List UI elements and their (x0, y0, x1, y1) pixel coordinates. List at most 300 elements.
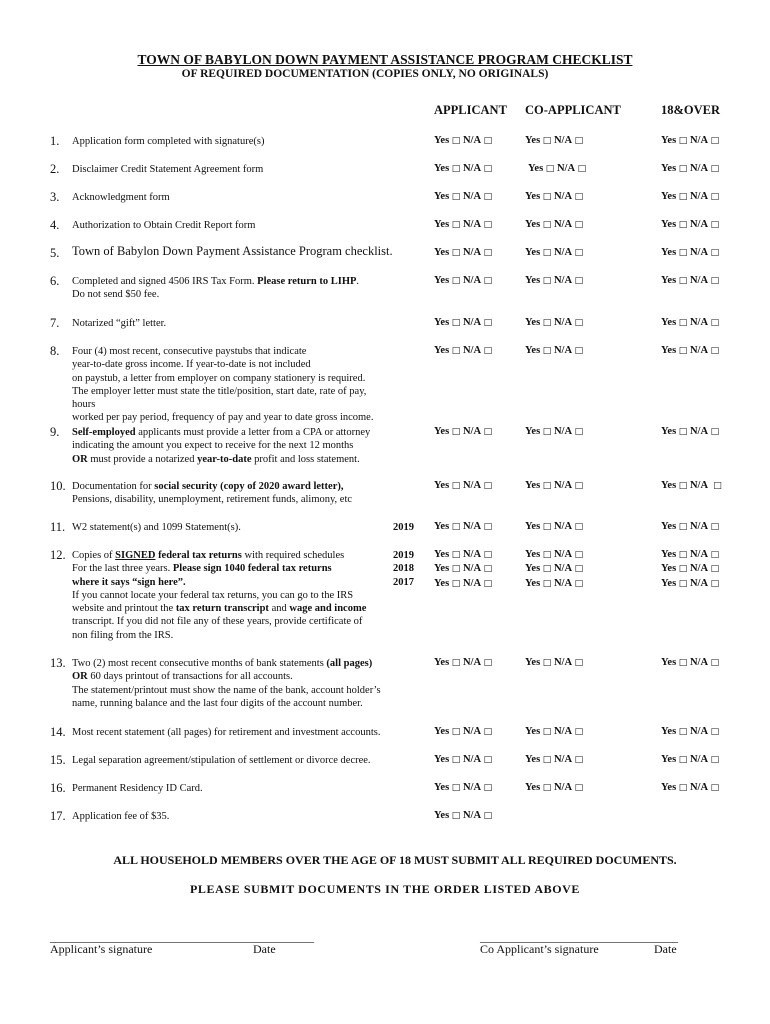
na-label: N/A (553, 275, 573, 286)
over18-yes-na[interactable] (661, 753, 719, 767)
over18-yes-na[interactable] (661, 190, 719, 204)
applicant-yes-na[interactable] (434, 781, 492, 795)
checkbox-icon[interactable]: □ (710, 427, 720, 437)
co-applicant-yes-na[interactable] (525, 246, 583, 260)
checkbox-icon[interactable]: □ (483, 136, 493, 146)
yes-label: Yes (434, 563, 450, 575)
na-label: N/A (689, 191, 709, 202)
checkbox-icon[interactable]: □ (483, 564, 493, 575)
yes-label: Yes (434, 754, 450, 765)
yes-label: Yes (525, 191, 541, 202)
na-label: N/A (462, 275, 482, 286)
yes-label: Yes (434, 275, 450, 286)
yes-label: Yes (525, 549, 541, 560)
co-applicant-yes-na[interactable] (525, 520, 583, 534)
checkbox-icon[interactable]: □ (574, 427, 584, 437)
checkbox-icon[interactable]: □ (483, 783, 493, 793)
item-description: W2 statement(s) and 1099 Statement(s). (72, 522, 241, 533)
yes-label: Yes (661, 247, 677, 258)
checkbox-icon[interactable]: □ (678, 346, 688, 356)
checkbox-icon[interactable]: □ (710, 578, 720, 589)
applicant-yes-na[interactable] (434, 809, 492, 823)
applicant-signature-line[interactable]: ____________________________________________ (50, 930, 314, 944)
yes-label: Yes (434, 726, 450, 737)
column-header-co-applicant: CO-APPLICANT (525, 103, 621, 117)
household-members-notice: ALL HOUSEHOLD MEMBERS OVER THE AGE OF 18 MUST SUBMIT ALL REQUIRED DOCUMENTS. (113, 853, 677, 867)
checkbox-icon[interactable]: □ (710, 318, 720, 328)
checkbox-icon[interactable]: □ (451, 481, 461, 491)
checkbox-icon[interactable]: □ (678, 136, 688, 146)
co-applicant-yes-na[interactable] (525, 425, 583, 439)
co-applicant-signature-line[interactable]: _________________________________ (480, 930, 678, 944)
checkbox-icon[interactable]: □ (678, 783, 688, 793)
column-header-applicant: APPLICANT (434, 103, 507, 117)
na-label: N/A (689, 275, 709, 286)
yes-label: Yes (525, 426, 541, 437)
checkbox-icon[interactable]: □ (451, 136, 461, 146)
checkbox-icon[interactable]: □ (451, 346, 461, 356)
item-number: 6. (50, 274, 60, 288)
checkbox-icon[interactable]: □ (483, 550, 493, 560)
yes-label: Yes (661, 317, 677, 328)
submission-order-notice: PLEASE SUBMIT DOCUMENTS IN THE ORDER LISTED ABOVE (189, 882, 581, 896)
checkbox-icon[interactable]: □ (542, 522, 552, 532)
na-label: N/A (689, 549, 709, 560)
applicant-signature-label: Applicant’s signature (50, 942, 153, 956)
checkbox-icon[interactable]: □ (574, 248, 584, 258)
over18-yes-na[interactable] (661, 246, 719, 260)
checkbox-icon[interactable]: □ (451, 318, 461, 328)
checkbox-icon[interactable]: □ (542, 550, 552, 560)
checkbox-icon[interactable]: □ (451, 276, 461, 286)
na-label: N/A (553, 317, 573, 328)
yes-label: Yes (661, 577, 677, 589)
na-label: N/A (462, 726, 482, 737)
checkbox-icon[interactable]: □ (483, 220, 493, 230)
na-label: N/A (462, 521, 482, 532)
co-applicant-yes-na[interactable] (525, 725, 583, 739)
na-label: N/A (462, 563, 482, 575)
checkbox-icon[interactable]: □ (542, 564, 552, 575)
item-description: Legal separation agreement/stipulation of settlement or divorce decree. (72, 755, 371, 766)
checkbox-icon[interactable]: □ (483, 164, 493, 174)
na-label: N/A (553, 549, 573, 560)
checkbox-icon[interactable]: □ (574, 220, 584, 230)
checkbox-icon[interactable]: □ (574, 783, 584, 793)
tax-year: 2019 (393, 522, 414, 533)
checkbox-icon[interactable]: □ (574, 578, 584, 589)
checkbox-icon[interactable]: □ (574, 346, 584, 356)
checkbox-icon[interactable]: □ (483, 658, 493, 668)
item-number: 5. (50, 246, 60, 260)
co-applicant-yes-na[interactable] (525, 218, 583, 232)
yes-label: Yes (525, 317, 541, 328)
applicant-date-label: Date (253, 942, 276, 956)
yes-label: Yes (434, 345, 450, 356)
yes-label: Yes (661, 345, 677, 356)
checkbox-icon[interactable]: □ (451, 220, 461, 230)
yes-label: Yes (661, 657, 677, 668)
checkbox-icon[interactable]: □ (483, 192, 493, 202)
checkbox-icon[interactable]: □ (542, 220, 552, 230)
yes-label: Yes (434, 426, 450, 437)
item-description: Disclaimer Credit Statement Agreement form (72, 164, 264, 175)
checkbox-icon[interactable]: □ (678, 522, 688, 532)
yes-label: Yes (661, 480, 677, 491)
na-label: N/A (553, 191, 573, 202)
yes-label: Yes (661, 191, 677, 202)
checkbox-icon[interactable]: □ (483, 727, 493, 737)
checkbox-icon[interactable]: □ (574, 755, 584, 765)
yes-label: Yes (525, 219, 541, 230)
checkbox-icon[interactable]: □ (542, 192, 552, 202)
checkbox-icon[interactable]: □ (710, 164, 720, 174)
na-label: N/A (553, 782, 573, 793)
yes-label: Yes (525, 657, 541, 668)
item-number: 17. (50, 809, 66, 823)
co-applicant-date-label: Date (654, 942, 677, 956)
checkbox-icon[interactable]: □ (542, 578, 552, 589)
na-label: N/A (462, 426, 482, 437)
checkbox-icon[interactable]: □ (483, 481, 493, 491)
checkbox-icon[interactable]: □ (451, 564, 461, 575)
checkbox-icon[interactable]: □ (483, 318, 493, 328)
na-label: N/A (462, 480, 482, 491)
yes-label: Yes (525, 754, 541, 765)
na-label: N/A (689, 480, 709, 491)
checkbox-icon[interactable]: □ (710, 220, 720, 230)
checkbox-icon[interactable]: □ (542, 136, 552, 146)
na-label: N/A (689, 426, 709, 437)
checkbox-icon[interactable]: □ (710, 550, 720, 560)
item-number: 9. (50, 425, 60, 439)
checkbox-icon[interactable]: □ (451, 727, 461, 737)
yes-label: Yes (661, 549, 677, 560)
checkbox-icon[interactable]: □ (710, 346, 720, 356)
item-description: Town of Babylon Down Payment Assistance Program checklist. (72, 244, 393, 258)
over18-yes-na[interactable] (661, 479, 722, 493)
checkbox-icon[interactable]: □ (678, 248, 688, 258)
applicant-yes-na[interactable] (434, 162, 492, 176)
applicant-yes-na[interactable] (434, 520, 492, 534)
over18-yes-na[interactable] (661, 218, 719, 232)
na-label: N/A (553, 521, 573, 532)
checkbox-icon[interactable]: □ (678, 427, 688, 437)
yes-label: Yes (525, 521, 541, 532)
na-label: N/A (462, 247, 482, 258)
applicant-yes-na[interactable] (434, 479, 492, 493)
applicant-yes-na[interactable] (434, 190, 492, 204)
checkbox-icon[interactable]: □ (451, 427, 461, 437)
checkbox-icon[interactable]: □ (542, 318, 552, 328)
checkbox-icon[interactable]: □ (483, 248, 493, 258)
checkbox-icon[interactable]: □ (451, 578, 461, 589)
checkbox-icon[interactable]: □ (542, 727, 552, 737)
na-label: N/A (689, 754, 709, 765)
co-applicant-yes-na[interactable] (525, 344, 583, 358)
checkbox-icon[interactable]: □ (574, 727, 584, 737)
item-description: Application fee of $35. (72, 811, 170, 822)
co-applicant-yes-na[interactable] (525, 274, 583, 288)
item-number: 8. (50, 344, 60, 358)
checkbox-icon[interactable]: □ (574, 550, 584, 560)
yes-label: Yes (661, 782, 677, 793)
yes-label: Yes (434, 782, 450, 793)
item-description: Notarized “gift” letter. (72, 318, 167, 329)
na-label: N/A (553, 345, 573, 356)
na-label: N/A (553, 219, 573, 230)
over18-yes-na[interactable] (661, 274, 719, 288)
checkbox-icon[interactable]: □ (710, 248, 720, 258)
checkbox-icon[interactable]: □ (574, 658, 584, 668)
na-label: N/A (689, 657, 709, 668)
na-label: N/A (553, 754, 573, 765)
checkbox-icon[interactable]: □ (483, 522, 493, 532)
yes-label: Yes (434, 163, 450, 174)
checkbox-icon[interactable]: □ (678, 481, 688, 491)
item-description: Self-employed applicants must provide a letter from a CPA or attorney indicating the amount you expect to receive for the next 12 months OR must provide a notarized year-to-date profit and loss statement. (72, 427, 371, 465)
item-number: 10. (50, 479, 66, 493)
na-label: N/A (689, 782, 709, 793)
item-description: Two (2) most recent consecutive months of bank statements (all pages) OR 60 days printout of transactions for all accounts. The statement/printout must show the name of the bank, account holder’s name, running balance and the last four digits of the account number. (72, 658, 381, 709)
checkbox-icon[interactable]: □ (542, 276, 552, 286)
item-description: Most recent statement (all pages) for retirement and investment accounts. (72, 727, 381, 738)
checkbox-icon[interactable]: □ (678, 727, 688, 737)
na-label: N/A (462, 549, 482, 560)
item-number: 4. (50, 218, 60, 232)
co-applicant-yes-na[interactable] (525, 479, 583, 493)
yes-label: Yes (434, 549, 450, 560)
checkbox-icon[interactable]: □ (577, 164, 587, 174)
na-label: N/A (556, 163, 576, 174)
checkbox-icon[interactable]: □ (678, 550, 688, 560)
checkbox-icon[interactable]: □ (710, 755, 720, 765)
yes-label: Yes (434, 317, 450, 328)
na-label: N/A (462, 219, 482, 230)
na-label: N/A (553, 563, 573, 575)
yes-label: Yes (661, 135, 677, 146)
na-label: N/A (689, 345, 709, 356)
checkbox-icon[interactable]: □ (710, 564, 720, 575)
yes-label: Yes (661, 219, 677, 230)
checkbox-icon[interactable]: □ (542, 248, 552, 258)
applicant-yes-na[interactable] (434, 548, 492, 591)
item-number: 1. (50, 134, 60, 148)
yes-label: Yes (434, 247, 450, 258)
checkbox-icon[interactable]: □ (574, 481, 584, 491)
checkbox-icon[interactable]: □ (678, 578, 688, 589)
over18-yes-na[interactable] (661, 316, 719, 330)
applicant-yes-na[interactable] (434, 316, 492, 330)
checkbox-icon[interactable]: □ (451, 550, 461, 560)
co-applicant-signature-label: Co Applicant’s signature (480, 942, 599, 956)
item-number: 7. (50, 316, 60, 330)
checkbox-icon[interactable]: □ (678, 318, 688, 328)
na-label: N/A (689, 577, 709, 589)
checkbox-icon[interactable]: □ (451, 783, 461, 793)
checkbox-icon[interactable]: □ (545, 164, 555, 174)
yes-label: Yes (661, 726, 677, 737)
page-subtitle: OF REQUIRED DOCUMENTATION (COPIES ONLY, NO ORIGINALS) (181, 68, 549, 80)
page-title: TOWN OF BABYLON DOWN PAYMENT ASSISTANCE PROGRAM CHECKLIST (137, 52, 633, 67)
checkbox-icon[interactable]: □ (710, 658, 720, 668)
checkbox-icon[interactable]: □ (574, 192, 584, 202)
checkbox-icon[interactable]: □ (710, 783, 720, 793)
checkbox-icon[interactable]: □ (678, 220, 688, 230)
yes-label: Yes (525, 247, 541, 258)
na-label: N/A (689, 563, 709, 575)
over18-yes-na[interactable] (661, 656, 719, 670)
yes-label: Yes (525, 345, 541, 356)
yes-label: Yes (434, 191, 450, 202)
checkbox-icon[interactable]: □ (483, 755, 493, 765)
yes-label: Yes (661, 521, 677, 532)
checkbox-icon[interactable]: □ (451, 522, 461, 532)
checkbox-icon[interactable]: □ (483, 427, 493, 437)
na-label: N/A (553, 247, 573, 258)
checkbox-icon[interactable]: □ (542, 783, 552, 793)
yes-label: Yes (434, 135, 450, 146)
item-description: Acknowledgment form (72, 192, 170, 203)
na-label: N/A (689, 247, 709, 258)
checkbox-icon[interactable]: □ (710, 727, 720, 737)
yes-label: Yes (661, 275, 677, 286)
applicant-yes-na[interactable] (434, 218, 492, 232)
over18-yes-na[interactable] (661, 425, 719, 439)
na-label: N/A (689, 521, 709, 532)
na-label: N/A (462, 135, 482, 146)
na-label: N/A (553, 657, 573, 668)
yes-label: Yes (525, 577, 541, 589)
checkbox-icon[interactable]: □ (678, 658, 688, 668)
over18-yes-na[interactable] (661, 162, 719, 176)
checkbox-icon[interactable]: □ (678, 164, 688, 174)
checkbox-icon[interactable]: □ (574, 318, 584, 328)
na-label: N/A (689, 726, 709, 737)
item-description: Documentation for social security (copy of 2020 award letter), Pensions, disability, unemployment, retirement funds, alimony, etc (72, 481, 353, 506)
column-header-18-over: 18&OVER (661, 103, 721, 117)
item-description: Four (4) most recent, consecutive paystubs that indicate year-to-date gross income. If year-to-date is not included on paystub, a letter from employer on company stationery is required. The employer letter must state the title/position, start date, rate of pay, hours worked per pay period, frequency of pay and year to date gross income. (72, 346, 374, 424)
checkbox-icon[interactable]: □ (678, 564, 688, 575)
applicant-yes-na[interactable] (434, 274, 492, 288)
na-label: N/A (462, 317, 482, 328)
yes-label: Yes (434, 521, 450, 532)
applicant-yes-na[interactable] (434, 134, 492, 148)
na-label: N/A (553, 480, 573, 491)
applicant-yes-na[interactable] (434, 753, 492, 767)
item-description: Application form completed with signature(s) (72, 136, 265, 147)
checkbox-icon[interactable]: □ (483, 811, 493, 821)
item-number: 15. (50, 753, 66, 767)
yes-label: Yes (525, 726, 541, 737)
checkbox-icon[interactable]: □ (483, 276, 493, 286)
na-label: N/A (553, 577, 573, 589)
checkbox-icon[interactable]: □ (451, 164, 461, 174)
item-description: Completed and signed 4506 IRS Tax Form. Please return to LIHP. Do not send $50 fee. (72, 276, 360, 301)
yes-label: Yes (661, 426, 677, 437)
na-label: N/A (689, 135, 709, 146)
checkbox-icon[interactable]: □ (451, 755, 461, 765)
checkbox-icon[interactable]: □ (451, 192, 461, 202)
na-label: N/A (553, 135, 573, 146)
checkbox-icon[interactable]: □ (574, 564, 584, 575)
over18-yes-na[interactable] (661, 548, 719, 591)
checkbox-icon[interactable]: □ (483, 346, 493, 356)
checkbox-icon[interactable]: □ (574, 522, 584, 532)
co-applicant-yes-na[interactable] (525, 548, 583, 591)
checkbox-icon[interactable]: □ (483, 578, 493, 589)
na-label: N/A (462, 163, 482, 174)
checkbox-icon[interactable]: □ (678, 192, 688, 202)
yes-label: Yes (661, 563, 677, 575)
yes-label: Yes (528, 163, 544, 174)
applicant-yes-na[interactable] (434, 656, 492, 670)
over18-yes-na[interactable] (661, 134, 719, 148)
co-applicant-yes-na[interactable] (525, 316, 583, 330)
checkbox-icon[interactable]: □ (542, 481, 552, 491)
co-applicant-yes-na[interactable] (525, 753, 583, 767)
item-number: 11. (50, 520, 66, 534)
checkbox-icon[interactable]: □ (574, 276, 584, 286)
over18-yes-na[interactable] (661, 344, 719, 358)
checkbox-icon[interactable]: □ (713, 481, 722, 491)
yes-label: Yes (525, 563, 541, 575)
co-applicant-yes-na[interactable] (525, 781, 583, 795)
over18-yes-na[interactable] (661, 725, 719, 739)
na-label: N/A (462, 191, 482, 202)
na-label: N/A (462, 810, 482, 821)
checkbox-icon[interactable]: □ (451, 811, 461, 821)
na-label: N/A (462, 577, 482, 589)
co-applicant-yes-na[interactable] (528, 162, 586, 176)
item-number: 14. (50, 725, 66, 739)
over18-yes-na[interactable] (661, 520, 719, 534)
checkbox-icon[interactable]: □ (542, 658, 552, 668)
checkbox-icon[interactable]: □ (451, 658, 461, 668)
checkbox-icon[interactable]: □ (574, 136, 584, 146)
checkbox-icon[interactable]: □ (678, 276, 688, 286)
na-label: N/A (462, 782, 482, 793)
checkbox-icon[interactable]: □ (678, 755, 688, 765)
applicant-yes-na[interactable] (434, 344, 492, 358)
checkbox-icon[interactable]: □ (710, 276, 720, 286)
checkbox-icon[interactable]: □ (710, 192, 720, 202)
yes-label: Yes (525, 135, 541, 146)
over18-yes-na[interactable] (661, 781, 719, 795)
na-label: N/A (462, 657, 482, 668)
co-applicant-yes-na[interactable] (525, 134, 583, 148)
na-label: N/A (462, 754, 482, 765)
item-number: 13. (50, 656, 66, 670)
checkbox-icon[interactable]: □ (710, 136, 720, 146)
item-number: 2. (50, 162, 60, 176)
checkbox-icon[interactable]: □ (710, 522, 720, 532)
checkbox-icon[interactable]: □ (451, 248, 461, 258)
item-number: 3. (50, 190, 60, 204)
co-applicant-yes-na[interactable] (525, 656, 583, 670)
co-applicant-yes-na[interactable] (525, 190, 583, 204)
applicant-yes-na[interactable] (434, 246, 492, 260)
checkbox-icon[interactable]: □ (542, 427, 552, 437)
checkbox-icon[interactable]: □ (542, 755, 552, 765)
applicant-yes-na[interactable] (434, 725, 492, 739)
yes-label: Yes (525, 275, 541, 286)
checkbox-icon[interactable]: □ (542, 346, 552, 356)
tax-years: 2019 2018 2017 (393, 550, 414, 588)
applicant-yes-na[interactable] (434, 425, 492, 439)
yes-label: Yes (661, 163, 677, 174)
na-label: N/A (553, 726, 573, 737)
